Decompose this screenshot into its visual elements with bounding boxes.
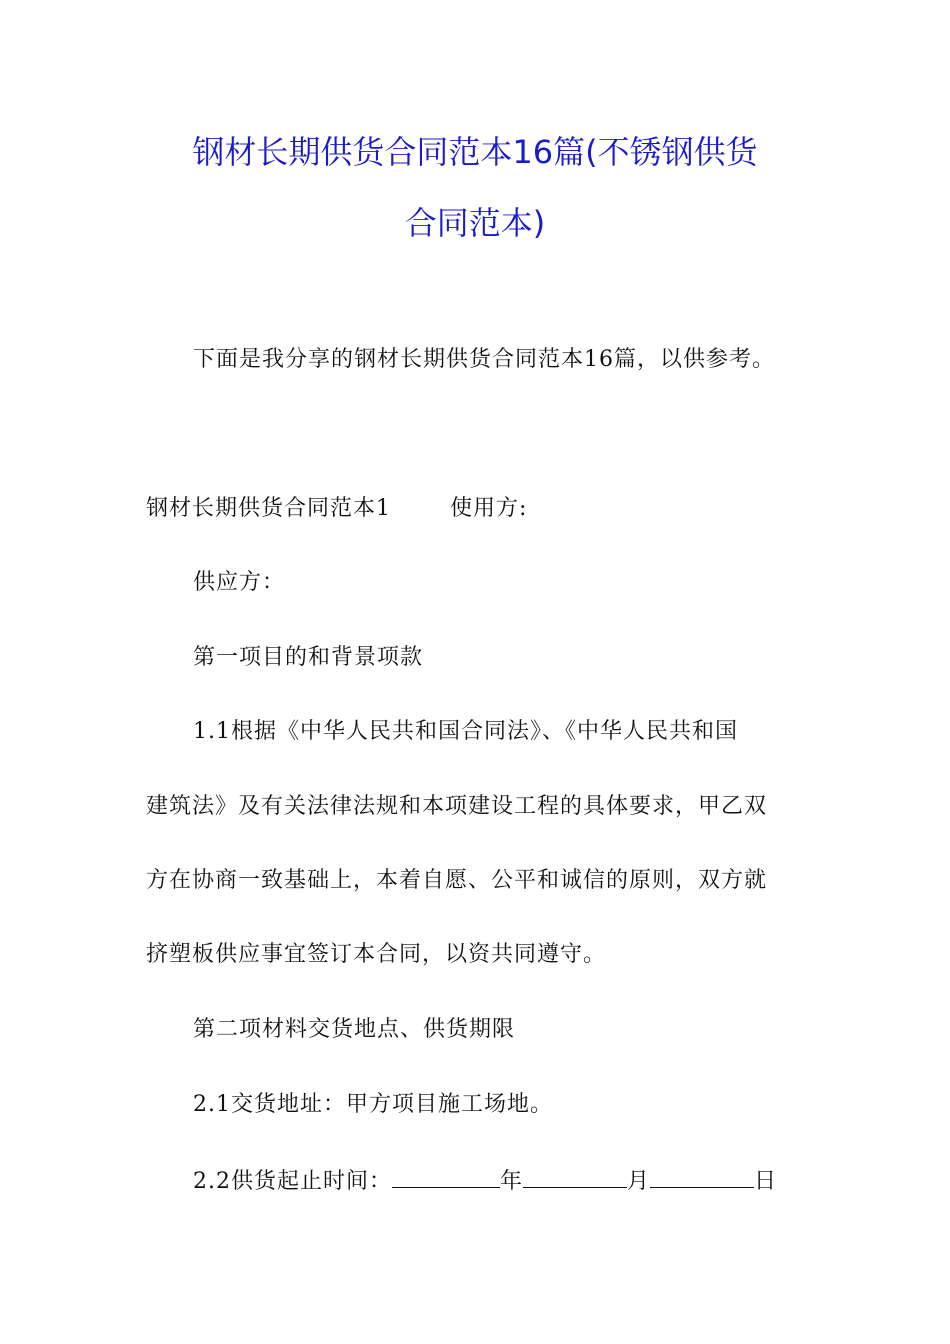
para-2-1: 2.1交货地址：甲方项目施工场地。 bbox=[193, 1092, 553, 1117]
para-1-1-line2: 建筑法》及有关法律法规和本项建设工程的具体要求，甲乙双 bbox=[146, 794, 768, 819]
month-blank bbox=[523, 1165, 627, 1188]
supplier-label: 供应方： bbox=[193, 570, 286, 595]
month-label: 月 bbox=[627, 1169, 651, 1194]
para-1-1-line1: 1.1根据《中华人民共和国合同法》、《中华人民共和国 bbox=[193, 719, 738, 744]
para-2-2-prefix: 2.2供货起止时间： bbox=[193, 1169, 392, 1194]
section-heading: 钢材长期供货合同范本1 bbox=[146, 496, 391, 521]
day-label: 日 bbox=[754, 1169, 778, 1194]
year-label: 年 bbox=[500, 1169, 524, 1194]
item1-heading: 第一项目的和背景项款 bbox=[193, 645, 424, 670]
document-title-line1: 钢材长期供货合同范本16篇(不锈钢供货 bbox=[192, 133, 758, 171]
document-title-line2: 合同范本) bbox=[404, 204, 546, 242]
item2-heading: 第二项材料交货地点、供货期限 bbox=[193, 1017, 516, 1042]
year-blank bbox=[392, 1165, 500, 1188]
para-1-1-line3: 方在协商一致基础上，本着自愿、公平和诚信的原则，双方就 bbox=[146, 868, 768, 893]
day-blank bbox=[650, 1165, 754, 1188]
para-1-1-line4: 挤塑板供应事宜签订本合同，以资共同遵守。 bbox=[146, 942, 607, 967]
user-party-label: 使用方: bbox=[450, 496, 528, 521]
intro-paragraph: 下面是我分享的钢材长期供货合同范本16篇，以供参考。 bbox=[193, 347, 775, 372]
para-2-2 bbox=[193, 1165, 777, 1197]
